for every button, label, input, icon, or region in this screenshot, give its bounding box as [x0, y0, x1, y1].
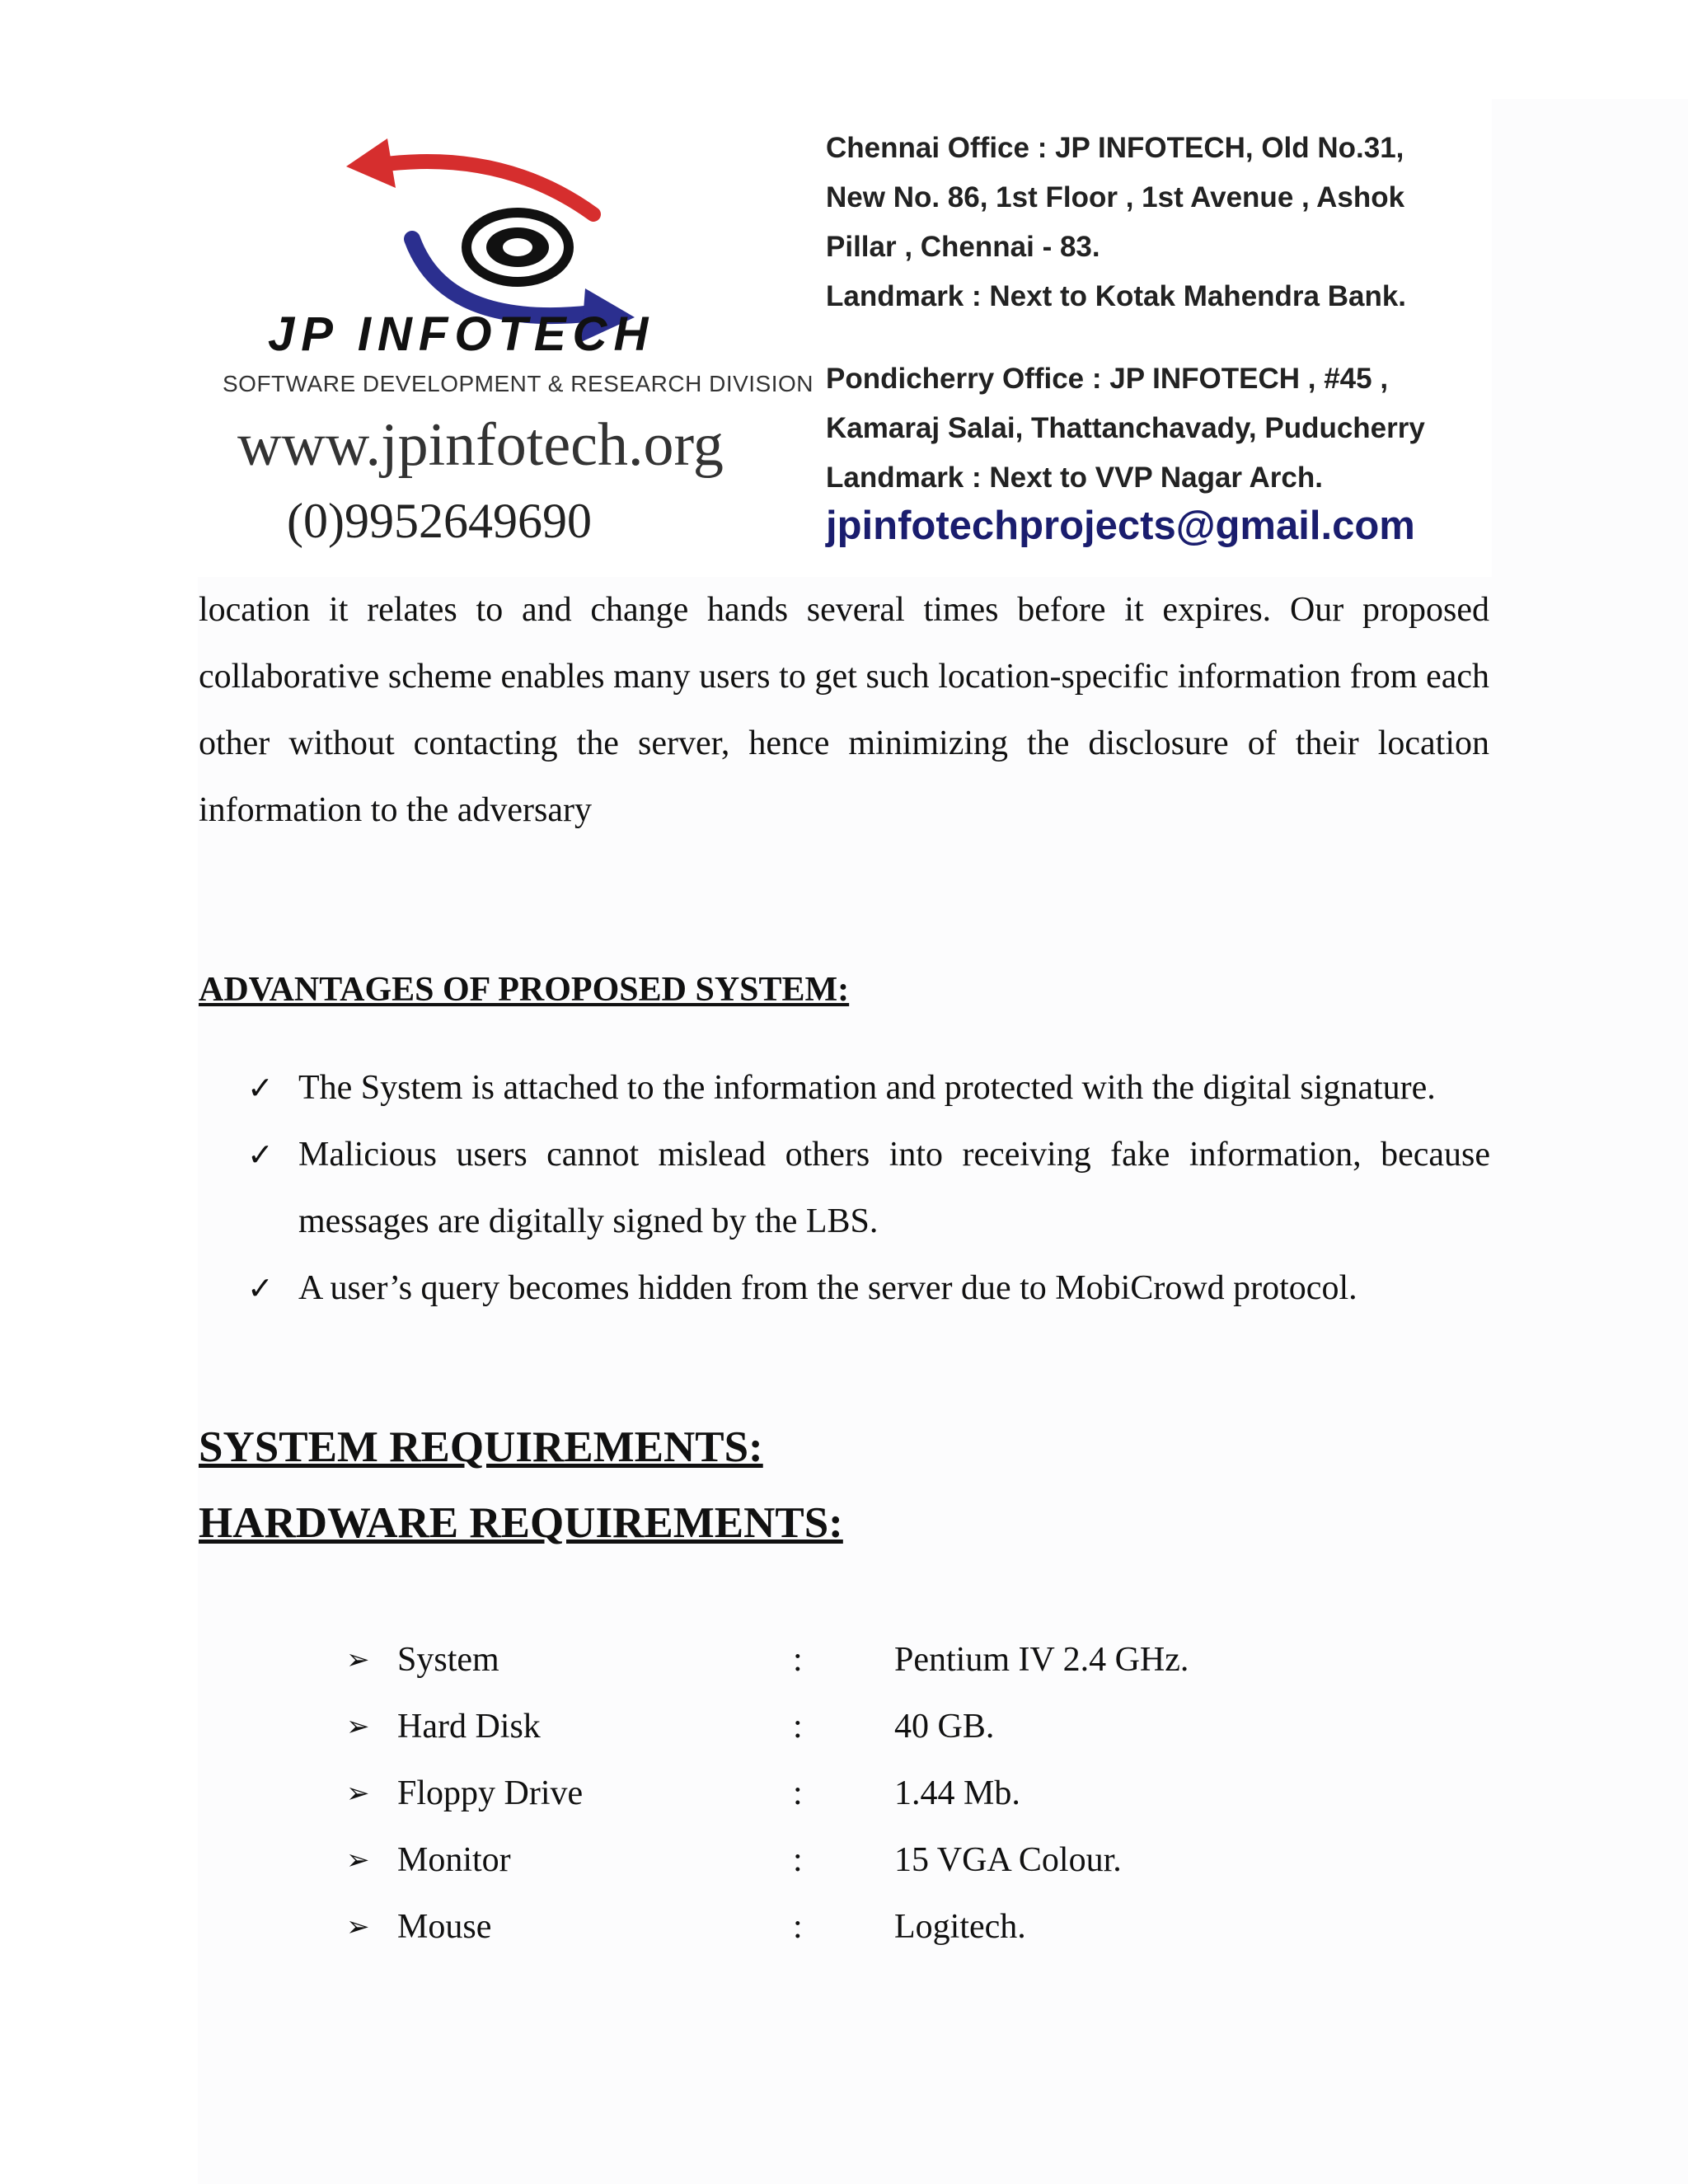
address-line: Kamaraj Salai, Thattanchavady, Puducherry: [826, 412, 1425, 444]
spec-value: 15 VGA Colour.: [894, 1841, 1122, 1879]
website-link[interactable]: www.jpinfotech.org: [237, 411, 724, 479]
advantages-heading: ADVANTAGES OF PROPOSED SYSTEM:: [199, 971, 850, 1009]
spec-label: System: [397, 1641, 499, 1679]
contact-email[interactable]: jpinfotechprojects@gmail.com: [826, 504, 1415, 548]
spec-separator: :: [793, 1841, 803, 1879]
table-row: [346, 1635, 1335, 1702]
pondicherry-office-address: [826, 354, 1502, 503]
check-mark-icon: ✓: [247, 1070, 274, 1106]
advantage-text: The System is attached to the information and protected with the digital signature.: [298, 1069, 1436, 1107]
list-item: [247, 1255, 1490, 1322]
arrow-bullet-icon: ➢: [346, 1710, 370, 1743]
system-requirements-heading: SYSTEM REQUIREMENTS:: [199, 1423, 763, 1471]
arrow-bullet-icon: ➢: [346, 1777, 370, 1810]
arrow-bullet-icon: ➢: [346, 1643, 370, 1676]
spec-value: Logitech.: [894, 1908, 1026, 1946]
spec-label: Monitor: [397, 1841, 511, 1879]
table-row: [346, 1769, 1335, 1835]
spec-label: Mouse: [397, 1908, 492, 1946]
spec-value: Pentium IV 2.4 GHz.: [894, 1641, 1189, 1679]
check-mark-icon: ✓: [247, 1137, 274, 1173]
advantage-text: Malicious users cannot mislead others into receiving fake information, because messages are digitally signed by the LBS.: [298, 1136, 1490, 1240]
address-line: Landmark : Next to VVP Nagar Arch.: [826, 462, 1323, 494]
list-item: [247, 1122, 1490, 1255]
check-mark-icon: ✓: [247, 1270, 274, 1306]
table-row: [346, 1835, 1335, 1902]
spec-separator: :: [793, 1774, 803, 1812]
spec-label: Hard Disk: [397, 1708, 541, 1746]
intro-paragraph: location it relates to and change hands several times before it expires. Our proposed collaborative scheme enables many users to get such location-specific information from each other without contacting the server, hence minimizing the disclosure of their location information to the adversary: [199, 591, 1489, 829]
advantage-text: A user’s query becomes hidden from the server due to MobiCrowd protocol.: [298, 1269, 1357, 1307]
address-line: Pondicherry Office : JP INFOTECH , #45 ,: [826, 363, 1389, 395]
spec-value: 1.44 Mb.: [894, 1774, 1020, 1812]
address-line: Chennai Office : JP INFOTECH, Old No.31,: [826, 132, 1404, 164]
address-line: Pillar , Chennai - 83.: [826, 231, 1100, 263]
spec-separator: :: [793, 1708, 803, 1746]
address-line: Landmark : Next to Kotak Mahendra Bank.: [826, 280, 1407, 312]
table-row: [346, 1902, 1335, 1969]
chennai-office-address: [826, 124, 1502, 321]
phone-number: (0)9952649690: [287, 494, 592, 548]
letterhead-banner: [198, 99, 1492, 577]
table-row: [346, 1702, 1335, 1769]
hardware-requirements-heading: HARDWARE REQUIREMENTS:: [199, 1499, 843, 1547]
hardware-spec-table: [346, 1635, 1335, 1969]
address-line: New No. 86, 1st Floor , 1st Avenue , Ashok: [826, 181, 1405, 213]
spec-separator: :: [793, 1908, 803, 1946]
brand-name: JP INFOTECH: [268, 307, 655, 361]
list-item: [247, 1055, 1490, 1122]
arrow-bullet-icon: ➢: [346, 1844, 370, 1877]
arrow-bullet-icon: ➢: [346, 1910, 370, 1943]
spec-value: 40 GB.: [894, 1708, 995, 1746]
spec-label: Floppy Drive: [397, 1774, 584, 1812]
advantages-list: [247, 1055, 1490, 1322]
spec-separator: :: [793, 1641, 803, 1679]
brand-division: SOFTWARE DEVELOPMENT & RESEARCH DIVISION: [223, 371, 814, 396]
